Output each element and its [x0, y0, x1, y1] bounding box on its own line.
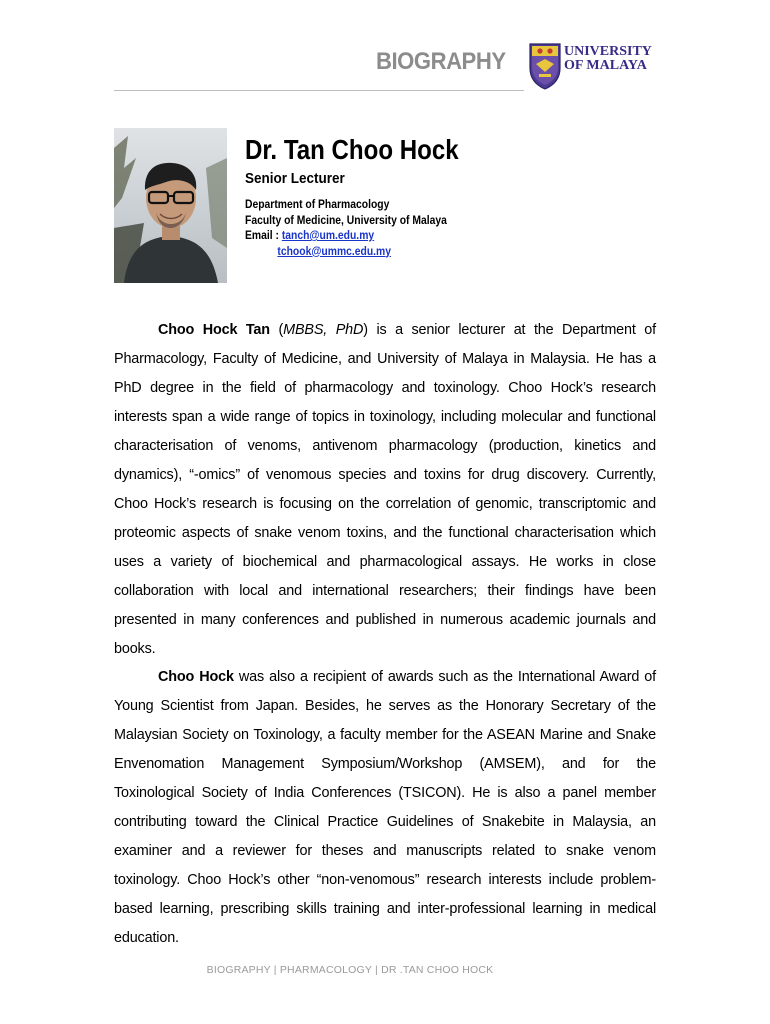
biography-paragraph-2 — [114, 663, 656, 953]
email-row-secondary — [245, 245, 469, 261]
biography-paragraph-1 — [114, 316, 656, 664]
department: Department of Pharmacology — [245, 199, 390, 211]
faculty: Faculty of Medicine, University of Malaya — [245, 214, 447, 227]
email-link-secondary[interactable]: tchook@ummc.edu.my — [277, 245, 392, 258]
university-crest-icon — [528, 42, 562, 90]
bio-open-paren: ( — [269, 322, 284, 338]
university-logo — [528, 42, 658, 90]
header-divider — [114, 90, 524, 91]
bio-text: was also a recipient of awards such as the International Award of Young Scientist from Japan. Besides, he serves as the Honorary Secretary of the Malaysian Society on Toxinology, a faculty member for the ASEAN Marine and Snake Envenomation Management Symposium/Workshop (AMSEM), and for the Toxinological Society of India Conferences (TSICON). He is also a panel member contributing toward the Clinical Practice Guidelines of Snakebite in Malaysia, an examiner and a reviewer for theses and manuscripts related to snake venom toxinology. Choo Hock’s other “non-venomous” research interests include problem-based learning, prescribing skills training and inter-professional learning in medical education. — [114, 669, 656, 946]
profile-header — [245, 133, 493, 260]
bio-name: Choo Hock Tan — [158, 322, 270, 338]
email-row — [245, 229, 469, 245]
affiliation-block — [245, 198, 469, 260]
bio-name: Choo Hock — [158, 669, 234, 685]
email-link-primary[interactable]: tanch@um.edu.my — [281, 230, 375, 242]
logo-text-line1: UNIVERSITY — [564, 44, 652, 59]
email-label: Email : — [245, 230, 282, 242]
portrait-photo — [114, 128, 227, 283]
page-footer: BIOGRAPHY | PHARMACOLOGY | DR .TAN CHOO HOCK — [206, 964, 494, 976]
page-heading: BIOGRAPHY — [376, 48, 506, 75]
logo-text-line2: OF MALAYA — [564, 58, 647, 73]
bio-text: ) is a senior lecturer at the Department of Pharmacology, Faculty of Medicine, and University of Malaya in Malaysia. He has a PhD degree in the field of pharmacology and toxinology. Choo Hock’s research interests span a wide range of topics in toxinology, including molecular and functional characterisation of venoms, antivenom pharmacology (production, kinetics and dynamics), “-omics” of venomous species and toxins for drug discovery. Currently, Choo Hock’s research is focusing on the correlation of genomic, transcriptomic and proteomic aspects of snake venom toxins, and the functional characterisation which uses a variety of biochemical and pharmacological assays. He works in close collaboration with local and international researchers; their findings have been presented in many conferences and published in numerous academic journals and books. — [114, 322, 656, 657]
person-position: Senior Lecturer — [245, 170, 345, 187]
bio-credentials: MBBS, PhD — [283, 322, 364, 338]
person-name: Dr. Tan Choo Hock — [245, 134, 459, 165]
